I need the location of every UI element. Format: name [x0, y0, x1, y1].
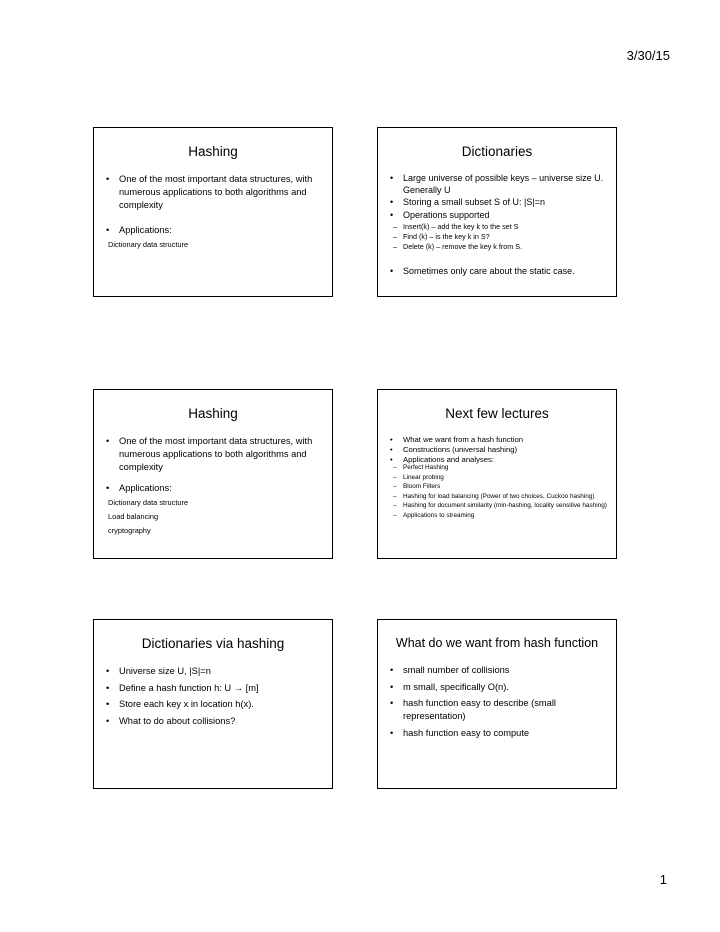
bullet-item: • Sometimes only care about the static case.: [390, 266, 606, 278]
bullet-list: [94, 173, 332, 237]
dash-item: – Hashing for document similarity (min-hashing, locality sensitive hashing): [378, 502, 616, 510]
bullet-text: [m]: [245, 682, 259, 693]
bullet-item: • Universe size U, |S|=n: [106, 665, 322, 678]
bullet-item: • What to do about collisions?: [106, 715, 322, 728]
bullet-item: • Operations supported: [390, 210, 606, 222]
bullet-item: • Store each key x in location h(x).: [106, 698, 322, 711]
bullet-item: • One of the most important data structures, with numerous applications to both algorithms and complexity: [106, 173, 322, 212]
dash-item: – Applications to streaming: [378, 512, 616, 520]
slide-hashing-2: [93, 389, 333, 559]
slide-what-do-we-want: [377, 619, 617, 789]
bullet-item: • Constructions (universal hashing): [390, 445, 606, 455]
header-date: 3/30/15: [626, 48, 670, 63]
bullet-list: [378, 435, 616, 464]
slide-next-few-lectures: [377, 389, 617, 559]
bullet-item: • hash function easy to compute: [390, 727, 606, 740]
slide-title: Dictionaries via hashing: [141, 636, 285, 651]
slide-hashing-1: [93, 127, 333, 297]
slide-title: What do we want from hash function: [395, 636, 599, 650]
dash-item: – Hashing for load balancing (Power of two choices, Cuckoo hashing): [378, 493, 616, 501]
dash-item: – Linear probing: [378, 474, 616, 482]
bullet-item: • What we want from a hash function: [390, 435, 606, 445]
dash-item: – Find (k) – is the key k in S?: [378, 232, 616, 242]
sub-item: Dictionary data structure: [108, 498, 189, 507]
bullet-item: • hash function easy to describe (small representation): [390, 697, 606, 723]
bullet-item: • Applications and analyses:: [390, 455, 606, 465]
bullet-item: • Large universe of possible keys – universe size U. Generally U: [390, 173, 606, 196]
sub-item: Dictionary data structure: [108, 240, 189, 249]
bullet-text: Define a hash function h: U: [119, 682, 232, 693]
slide-title: Next few lectures: [445, 406, 549, 421]
bullet-list: [378, 664, 616, 740]
bullet-item: [106, 682, 322, 695]
bullet-list: [94, 435, 332, 495]
slide-dictionaries-via-hashing: [93, 619, 333, 789]
bullet-item: • small number of collisions: [390, 664, 606, 677]
slide-dictionaries: [377, 127, 617, 297]
slide-title: Dictionaries: [461, 144, 533, 159]
dash-item: – Perfect Hashing: [378, 464, 616, 472]
bullet-list: [378, 266, 616, 278]
dash-item: – Delete (k) – remove the key k from S.: [378, 242, 616, 252]
bullet-item: • Applications:: [106, 482, 322, 495]
bullet-item: • One of the most important data structures, with numerous applications to both algorithms and complexity: [106, 435, 322, 474]
bullet-item: • Storing a small subset S of U: |S|=n: [390, 197, 606, 209]
bullet-item: • m small, specifically O(n).: [390, 681, 606, 694]
dash-item: – Insert(k) – add the key k to the set S: [378, 222, 616, 232]
bullet-list: [378, 173, 616, 221]
right-arrow-icon: →: [233, 682, 244, 693]
slide-title: Hashing: [188, 144, 238, 159]
page-number: 1: [659, 872, 667, 887]
sub-item: Load balancing: [108, 512, 159, 521]
bullet-item: • Applications:: [106, 224, 322, 237]
slide-title: Hashing: [188, 406, 238, 421]
bullet-list: [94, 665, 332, 728]
sub-item: cryptography: [108, 526, 151, 535]
dash-item: – Bloom Filters: [378, 483, 616, 491]
